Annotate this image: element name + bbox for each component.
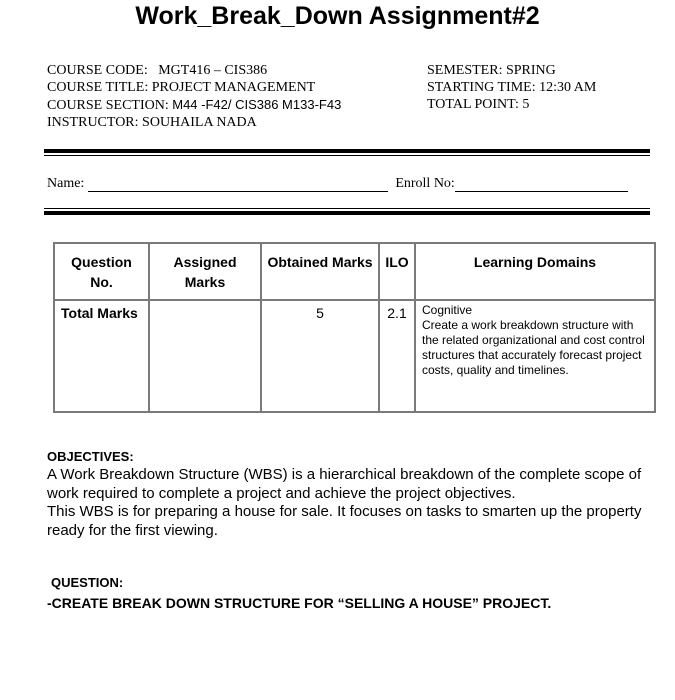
header-question-no: Question No. bbox=[54, 243, 149, 300]
mid-divider-thin bbox=[44, 208, 650, 209]
name-label: Name: bbox=[47, 176, 85, 191]
course-title-value: PROJECT MANAGEMENT bbox=[151, 80, 316, 95]
header-learning-domains: Learning Domains bbox=[415, 243, 655, 300]
objectives-heading: OBJECTIVES: bbox=[47, 449, 134, 464]
objectives-line: work required to complete a project and achieve the project objectives. bbox=[47, 484, 516, 502]
table-row bbox=[54, 300, 655, 412]
course-info-right bbox=[427, 62, 596, 113]
semester: SEMESTER: SPRING bbox=[427, 63, 556, 78]
objectives-text bbox=[47, 466, 675, 540]
course-code-value: MGT416 – CIS386 bbox=[158, 63, 268, 78]
course-code-label: COURSE CODE: bbox=[47, 63, 148, 78]
course-code-line bbox=[47, 62, 341, 79]
course-section-label: COURSE SECTION: bbox=[47, 98, 169, 113]
domain-title: Cognitive bbox=[422, 303, 473, 317]
mid-divider-thick bbox=[44, 211, 650, 215]
cell-question: Total Marks bbox=[54, 300, 149, 412]
course-title-label: COURSE TITLE: bbox=[47, 80, 149, 95]
total-point: TOTAL POINT: 5 bbox=[427, 97, 530, 112]
cell-obtained: 5 bbox=[261, 300, 379, 412]
header-ilo: ILO bbox=[379, 243, 415, 300]
top-divider-thin bbox=[44, 155, 650, 156]
question-heading: QUESTION: bbox=[51, 575, 124, 590]
document-title: Work_Break_Down Assignment#2 bbox=[135, 2, 540, 30]
cell-learning-domain bbox=[415, 300, 655, 412]
question-text: -CREATE BREAK DOWN STRUCTURE FOR “SELLING A HOUSE” PROJECT. bbox=[47, 595, 552, 611]
objectives-line: A Work Breakdown Structure (WBS) is a hierarchical breakdown of the complete scope of bbox=[47, 466, 642, 483]
student-info-row bbox=[47, 176, 628, 192]
starting-time: STARTING TIME: 12:30 AM bbox=[427, 80, 597, 95]
name-field[interactable] bbox=[88, 177, 388, 192]
course-section-line bbox=[47, 96, 341, 114]
header-obtained-marks: Obtained Marks bbox=[261, 243, 379, 300]
marks-table-header bbox=[54, 243, 655, 300]
course-info-left bbox=[47, 62, 341, 131]
instructor-value: SOUHAILA NADA bbox=[142, 115, 257, 130]
course-section-value: M44 -F42/ CIS386 M133-F43 bbox=[172, 97, 342, 112]
enroll-field[interactable] bbox=[455, 177, 628, 192]
marks-table bbox=[53, 242, 656, 413]
objectives-line: ready for the first viewing. bbox=[47, 521, 218, 539]
enroll-label: Enroll No: bbox=[395, 176, 455, 191]
instructor-line bbox=[47, 114, 341, 131]
cell-assigned bbox=[149, 300, 261, 412]
domain-text: Create a work breakdown structure with the related organizational and cost control structures that accurately forecast project costs, quality and timelines. bbox=[422, 318, 645, 377]
course-title-line bbox=[47, 79, 341, 96]
objectives-line: This WBS is for preparing a house for sale. It focuses on tasks to smarten up the property bbox=[47, 503, 642, 520]
header-assigned-marks: Assigned Marks bbox=[149, 243, 261, 300]
cell-ilo: 2.1 bbox=[379, 300, 415, 412]
top-divider-thick bbox=[44, 149, 650, 153]
instructor-label: INSTRUCTOR: bbox=[47, 115, 139, 130]
